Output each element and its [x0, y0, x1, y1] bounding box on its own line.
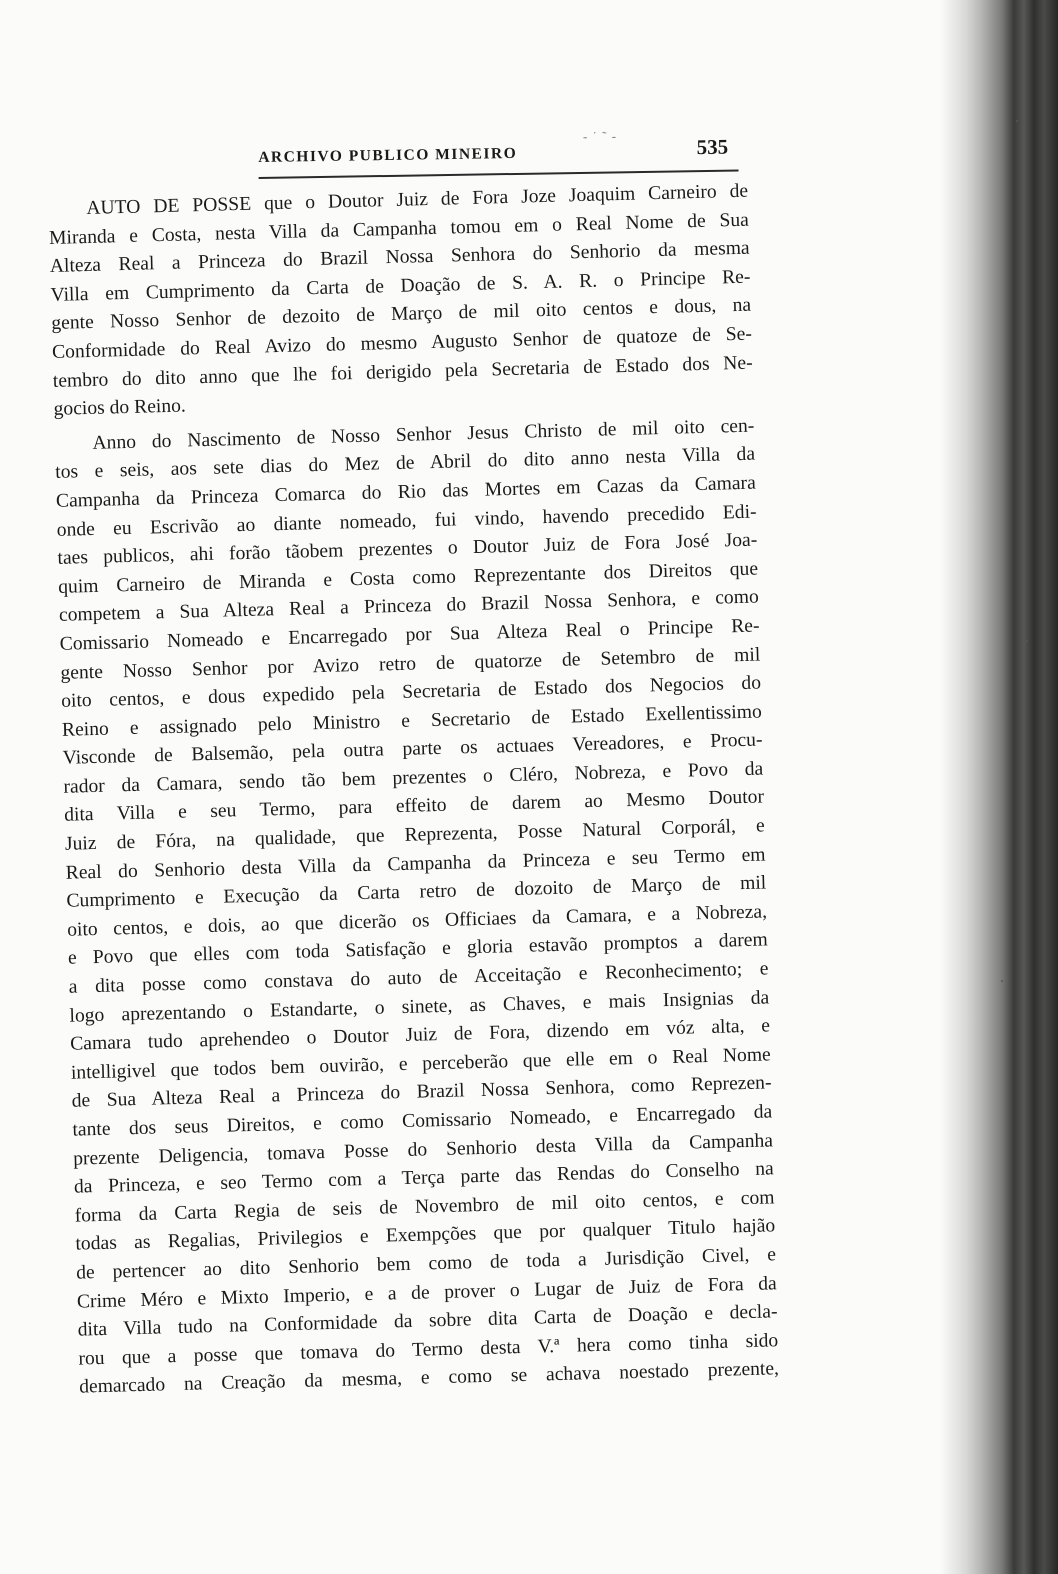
text-line: Juiz de Fóra, na qualidade, que Reprezenta, Posse Natural Corporál, e: [64, 815, 766, 855]
scan-speck: [1016, 120, 1018, 122]
running-header: [258, 128, 736, 174]
text-line: gente Nosso Senhor por Avizo retro de quatorze de Setembro de mil: [60, 644, 761, 684]
text-line: competem a Sua Alteza Real a Princeza do Brazil Nossa Senhora, e como: [58, 586, 760, 627]
text-line: Camara tudo aprehendeo o Doutor Juiz de Fora, dizendo em vóz alta, e: [69, 1015, 771, 1055]
text-line: intelligivel que todos bem ouvirão, e perceberão que elle em o Real Nome: [70, 1044, 772, 1084]
scan-speck: [1001, 980, 1003, 982]
text-line: taes publicos, ahi forão tãobem prezentes o Doutor Juiz de Fora José Joa-: [57, 529, 758, 569]
text-line: de pertencer ao dito Senhorio bem como de toda a Jurisdição Civel, e: [75, 1244, 777, 1284]
text-line: Miranda e Costa, nesta Villa da Campanha tomou em o Real Nome de Sua: [48, 209, 750, 249]
text-line: Visconde de Balsemão, pela outra parte os actuaes Vereadores, e Procu-: [62, 729, 763, 770]
text-line: Alteza Real a Princeza do Brazil Nossa Senhora do Senhorio da mesma: [49, 237, 750, 278]
text-line: demarcado na Creação da mesma, e como se achava noestado prezente,: [78, 1358, 780, 1398]
text-line: tante dos seus Direitos, e como Comissario Nomeado, e Encarregado da: [72, 1101, 773, 1141]
text-line: de Sua Alteza Real a Princeza do Brazil Nossa Senhora, como Reprezen-: [71, 1072, 772, 1113]
text-line: a dita posse como constava do auto de Acceitação e Reconhecimento; e: [68, 958, 769, 998]
text-line: gente Nosso Senhor de dezoito de Março de mil oito centos e dous, na: [51, 295, 752, 335]
ink-smudge: ‐ ˙ ˜ ‐: [582, 128, 618, 144]
text-line: Cumprimento e Execução da Carta retro de dozoito de Março de mil: [66, 872, 767, 913]
paragraph-auto-de-posse: [48, 178, 754, 425]
text-line: rador da Camara, sendo tão bem prezentes o Cléro, Nobreza, e Povo da: [63, 758, 764, 798]
text-line: Conformidade do Real Avizo do mesmo Augusto Senhor de quatoze de Se-: [51, 323, 753, 363]
text-line: AUTO DE POSSE que o Doutor Juiz de Fora Joze Joaquim Carneiro de: [86, 180, 749, 219]
text-line: tos e seis, aos sete dias do Mez de Abril do dito anno nesta Villa da: [54, 443, 756, 484]
text-line: quim Carneiro de Miranda e Costa como Reprezentante dos Direitos que: [57, 558, 759, 598]
text-line: prezente Deligencia, tomava Posse do Senhorio desta Villa da Campanha: [72, 1129, 774, 1170]
header-rule: [259, 169, 739, 178]
page-number: 535: [696, 134, 729, 160]
book-binding-shadow: [940, 0, 1058, 1574]
paragraph-anno-do-nascimento: [54, 412, 779, 1402]
text-line: da Princeza, e seo Termo com a Terça parte das Rendas do Conselho na: [73, 1158, 774, 1198]
text-line: Campanha da Princeza Comarca do Rio das Mortes em Cazas da Camara: [55, 472, 757, 512]
text-line: oito centos, e dois, ao que dicerão os Officiaes da Camara, e a Nobreza,: [66, 901, 768, 941]
text-line: rou que a posse que tomava do Termo desta V.ª hera como tinha sido: [78, 1330, 779, 1370]
text-line: Comissario Nomeado e Encarregado por Sua Alteza Real o Principe Re-: [59, 615, 760, 655]
text-line: Real do Senhorio desta Villa da Campanha da Princeza e seu Termo em: [65, 844, 766, 884]
text-line: dita Villa e seu Termo, para effeito de darem ao Mesmo Doutor: [63, 786, 765, 827]
text-line: Reino e assignado pelo Ministro e Secretario de Estado Exellentissimo: [61, 701, 763, 741]
text-line: todas as Regalias, Privilegios e Exempções que por qualquer Titulo hajão: [75, 1215, 776, 1256]
text-line: forma da Carta Regia de seis de Novembro de mil oito centos, e com: [74, 1187, 775, 1227]
text-line: tembro do dito anno que lhe foi derigido pela Secretaria de Estado dos Ne-: [52, 352, 753, 392]
text-line: onde eu Escrivão ao diante nomeado, fui vindo, havendo precedido Edi-: [56, 501, 757, 541]
scan-speck: [1026, 640, 1028, 642]
journal-title: ARCHIVO PUBLICO MINEIRO: [258, 144, 518, 166]
text-line: gocios do Reino.: [53, 395, 187, 421]
text-line: logo aprezentando o Estandarte, o sinete, as Chaves, e mais Insignias da: [69, 987, 770, 1027]
text-line: dita Villa tudo na Conformidade da sobre dita Carta de Doação e decla-: [77, 1301, 778, 1341]
text-line: e Povo que elles com toda Satisfação e gloria estavão promptos a darem: [67, 929, 769, 970]
body-text: [48, 178, 779, 1403]
text-line: Crime Méro e Mixto Imperio, e a de prover o Lugar de Juiz de Fora da: [76, 1272, 777, 1313]
text-line: Anno do Nascimento de Nosso Senhor Jesus Christo de mil oito cen-: [92, 415, 755, 454]
text-line: Villa em Cumprimento da Carta de Doação de S. A. R. o Principe Re-: [50, 266, 751, 306]
text-line: oito centos, e dous expedido pela Secretaria de Estado dos Negocios do: [60, 672, 762, 712]
